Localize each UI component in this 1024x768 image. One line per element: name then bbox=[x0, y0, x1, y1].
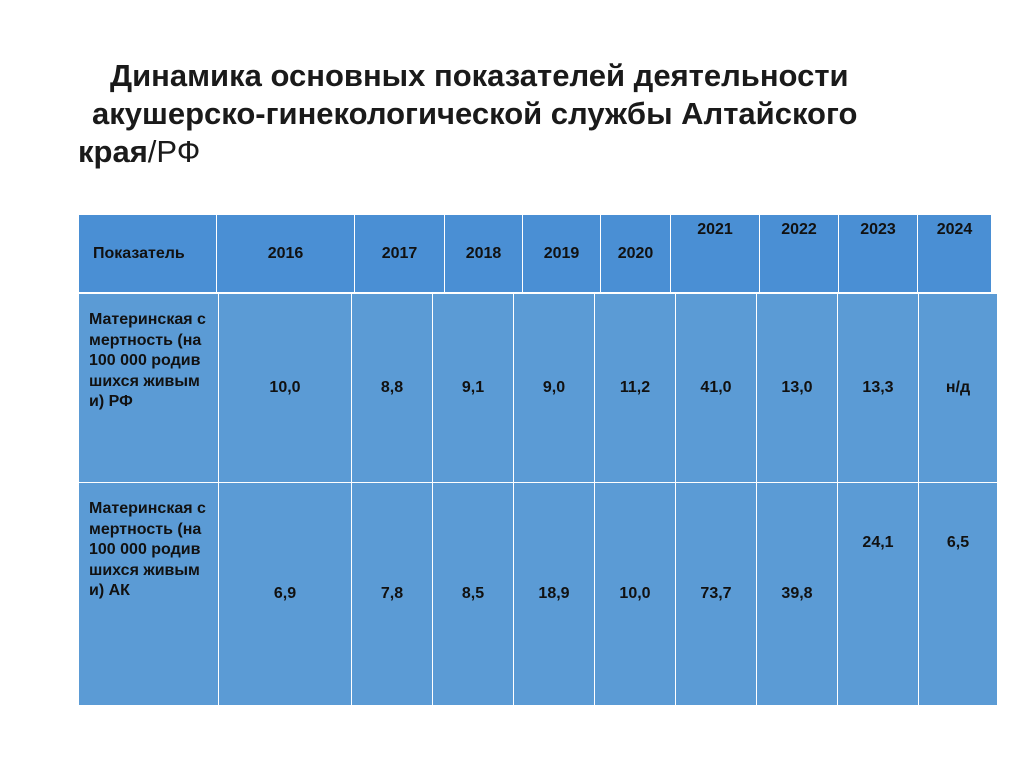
table-cell: 7,8 bbox=[352, 483, 433, 706]
table-cell: 8,5 bbox=[433, 483, 514, 706]
header-indicator: Показатель bbox=[79, 215, 217, 293]
table-cell: 6,9 bbox=[219, 483, 352, 706]
header-year: 2019 bbox=[523, 215, 601, 293]
header-year: 2018 bbox=[445, 215, 523, 293]
title-line-3 bbox=[78, 134, 200, 170]
table-cell: 10,0 bbox=[595, 483, 676, 706]
header-row bbox=[79, 215, 992, 293]
table-cell: 18,9 bbox=[514, 483, 595, 706]
table-cell: 39,8 bbox=[757, 483, 838, 706]
data-table bbox=[78, 293, 998, 706]
title-line-2: акушерско-гинекологической службы Алтайского bbox=[92, 96, 858, 131]
header-year: 2024 bbox=[918, 215, 992, 293]
header-table bbox=[78, 214, 992, 293]
header-year: 2017 bbox=[355, 215, 445, 293]
title-line-3-rest: /РФ bbox=[147, 134, 201, 169]
table-cell: 11,2 bbox=[595, 294, 676, 483]
header-year: 2021 bbox=[671, 215, 760, 293]
row-label: Материнская смертность (на 100 000 родившихся живыми) РФ bbox=[79, 294, 219, 483]
title-line-1: Динамика основных показателей деятельности bbox=[110, 58, 849, 93]
header-year: 2023 bbox=[839, 215, 918, 293]
table-row bbox=[79, 294, 998, 483]
table-cell: 9,0 bbox=[514, 294, 595, 483]
table-cell: 73,7 bbox=[676, 483, 757, 706]
table-cell: 8,8 bbox=[352, 294, 433, 483]
table-cell: 9,1 bbox=[433, 294, 514, 483]
title-line-3-bold: края bbox=[78, 134, 148, 169]
row-label: Материнская смертность (на 100 000 родившихся живыми) АК bbox=[79, 483, 219, 706]
table-cell: 13,0 bbox=[757, 294, 838, 483]
table-cell: 41,0 bbox=[676, 294, 757, 483]
header-year: 2020 bbox=[601, 215, 671, 293]
table-cell: 13,3 bbox=[838, 294, 919, 483]
table-cell: н/д bbox=[919, 294, 998, 483]
table-cell: 6,5 bbox=[919, 483, 998, 706]
header-year: 2022 bbox=[760, 215, 839, 293]
header-year: 2016 bbox=[217, 215, 355, 293]
table-cell: 24,1 bbox=[838, 483, 919, 706]
table-row bbox=[79, 483, 998, 706]
table-cell: 10,0 bbox=[219, 294, 352, 483]
